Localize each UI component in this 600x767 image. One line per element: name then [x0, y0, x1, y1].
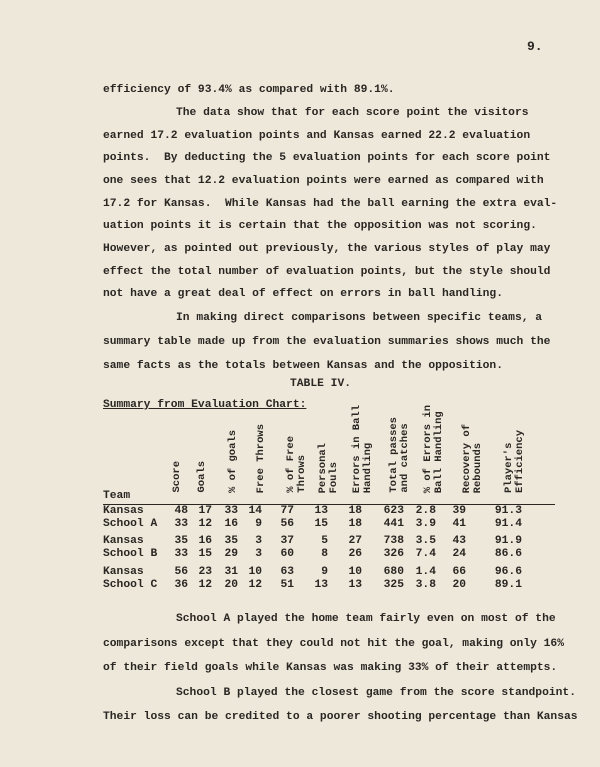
table-cell: 63: [280, 566, 294, 578]
table-cell: 33: [174, 518, 188, 530]
table-cell: 91.3: [494, 505, 522, 517]
table-cell: 13: [314, 579, 328, 591]
table-cell: 9: [255, 518, 262, 530]
table-cell: 13: [314, 505, 328, 517]
column-header: Score: [171, 461, 183, 493]
table-cell: 3: [255, 535, 262, 547]
table-cell: 17: [198, 505, 212, 517]
paragraph-line: School B played the closest game from the score standpoint.: [176, 687, 576, 699]
table-cell: 18: [348, 518, 362, 530]
table-cell: 77: [280, 505, 294, 517]
table-cell: 20: [224, 579, 238, 591]
row-team-name: Kansas: [103, 566, 144, 578]
table-subtitle: Summary from Evaluation Chart:: [103, 399, 307, 411]
paragraph-line: of their field goals while Kansas was making 33% of their attempts.: [103, 662, 558, 674]
table-cell: 326: [383, 548, 404, 560]
column-header: Goals: [196, 461, 208, 493]
paragraph-line: same facts as the totals between Kansas and the opposition.: [103, 360, 503, 372]
table-cell: 10: [248, 566, 262, 578]
table-cell: 33: [174, 548, 188, 560]
column-header-team: Team: [103, 490, 131, 502]
table-cell: 33: [224, 505, 238, 517]
table-cell: 27: [348, 535, 362, 547]
table-cell: 13: [348, 579, 362, 591]
column-header: Free Throws: [255, 423, 267, 493]
table-cell: 26: [348, 548, 362, 560]
table-cell: 56: [280, 518, 294, 530]
table-cell: 56: [174, 566, 188, 578]
paragraph-line: uation points it is certain that the opposition was not scoring.: [103, 220, 537, 232]
table-cell: 15: [314, 518, 328, 530]
paragraph-line: The data show that for each score point the visitors: [176, 107, 529, 119]
table-cell: 20: [452, 579, 466, 591]
paragraph-line: earned 17.2 evaluation points and Kansas earned 22.2 evaluation: [103, 130, 531, 142]
table-cell: 3.9: [415, 518, 436, 530]
table-cell: 51: [280, 579, 294, 591]
paragraph-line: efficiency of 93.4% as compared with 89.1%.: [103, 84, 395, 96]
column-header: Total passes and catches: [388, 417, 411, 493]
table-cell: 23: [198, 566, 212, 578]
column-header: Personal Fouls: [317, 442, 340, 493]
table-cell: 5: [321, 535, 328, 547]
table-cell: 16: [198, 535, 212, 547]
table-cell: 12: [198, 579, 212, 591]
paragraph-line: School A played the home team fairly even on most of the: [176, 613, 556, 625]
page-number: 9.: [527, 39, 543, 54]
table-cell: 680: [383, 566, 404, 578]
paragraph-line: summary table made up from the evaluation summaries shows much the: [103, 336, 551, 348]
header-rule: [103, 504, 555, 505]
table-cell: 8: [321, 548, 328, 560]
table-cell: 325: [383, 579, 404, 591]
table-cell: 10: [348, 566, 362, 578]
table-cell: 35: [174, 535, 188, 547]
paragraph-line: 17.2 for Kansas. While Kansas had the ball earning the extra eval-: [103, 198, 558, 210]
table-cell: 89.1: [494, 579, 522, 591]
paragraph-line: However, as pointed out previously, the various styles of play may: [103, 243, 551, 255]
table-cell: 37: [280, 535, 294, 547]
table-cell: 31: [224, 566, 238, 578]
table-cell: 91.9: [494, 535, 522, 547]
table-cell: 3: [255, 548, 262, 560]
table-cell: 9: [321, 566, 328, 578]
paragraph-line: not have a great deal of effect on errors in ball handling.: [103, 288, 503, 300]
paragraph-line: comparisons except that they could not hit the goal, making only 16%: [103, 638, 564, 650]
table-cell: 86.6: [494, 548, 522, 560]
row-team-name: School C: [103, 579, 158, 591]
table-cell: 35: [224, 535, 238, 547]
table-cell: 14: [248, 505, 262, 517]
paragraph-line: points. By deducting the 5 evaluation points for each score point: [103, 152, 551, 164]
table-cell: 39: [452, 505, 466, 517]
column-header: Errors in Ball Handling: [351, 404, 374, 493]
table-cell: 3.5: [415, 535, 436, 547]
table-cell: 48: [174, 505, 188, 517]
row-team-name: School A: [103, 518, 158, 530]
table-cell: 12: [198, 518, 212, 530]
table-cell: 3.8: [415, 579, 436, 591]
table-cell: 36: [174, 579, 188, 591]
table-cell: 7.4: [415, 548, 436, 560]
row-team-name: Kansas: [103, 535, 144, 547]
paragraph-line: effect the total number of evaluation points, but the style should: [103, 266, 551, 278]
table-cell: 12: [248, 579, 262, 591]
paragraph-line: one sees that 12.2 evaluation points were earned as compared with: [103, 175, 544, 187]
table-cell: 441: [383, 518, 404, 530]
column-header: % of Free Throws: [285, 436, 308, 493]
table-cell: 91.4: [494, 518, 522, 530]
table-cell: 41: [452, 518, 466, 530]
paragraph-line: In making direct comparisons between specific teams, a: [176, 312, 543, 324]
row-team-name: Kansas: [103, 505, 144, 517]
table-cell: 15: [198, 548, 212, 560]
table-cell: 43: [452, 535, 466, 547]
table-cell: 24: [452, 548, 466, 560]
table-cell: 738: [383, 535, 404, 547]
table-cell: 66: [452, 566, 466, 578]
column-header: Player's Efficiency: [503, 429, 526, 493]
row-team-name: School B: [103, 548, 158, 560]
table-cell: 60: [280, 548, 294, 560]
table-cell: 18: [348, 505, 362, 517]
paragraph-line: Their loss can be credited to a poorer shooting percentage than Kansas: [103, 711, 578, 723]
column-header: % of goals: [227, 429, 239, 493]
table-cell: 29: [224, 548, 238, 560]
table-title: TABLE IV.: [290, 378, 352, 390]
column-header: % of Errors in Ball Handling: [422, 404, 445, 493]
column-header: Recovery of Rebounds: [461, 423, 484, 493]
table-cell: 1.4: [415, 566, 436, 578]
table-cell: 623: [383, 505, 404, 517]
table-cell: 2.8: [415, 505, 436, 517]
table-cell: 96.6: [494, 566, 522, 578]
table-cell: 16: [224, 518, 238, 530]
